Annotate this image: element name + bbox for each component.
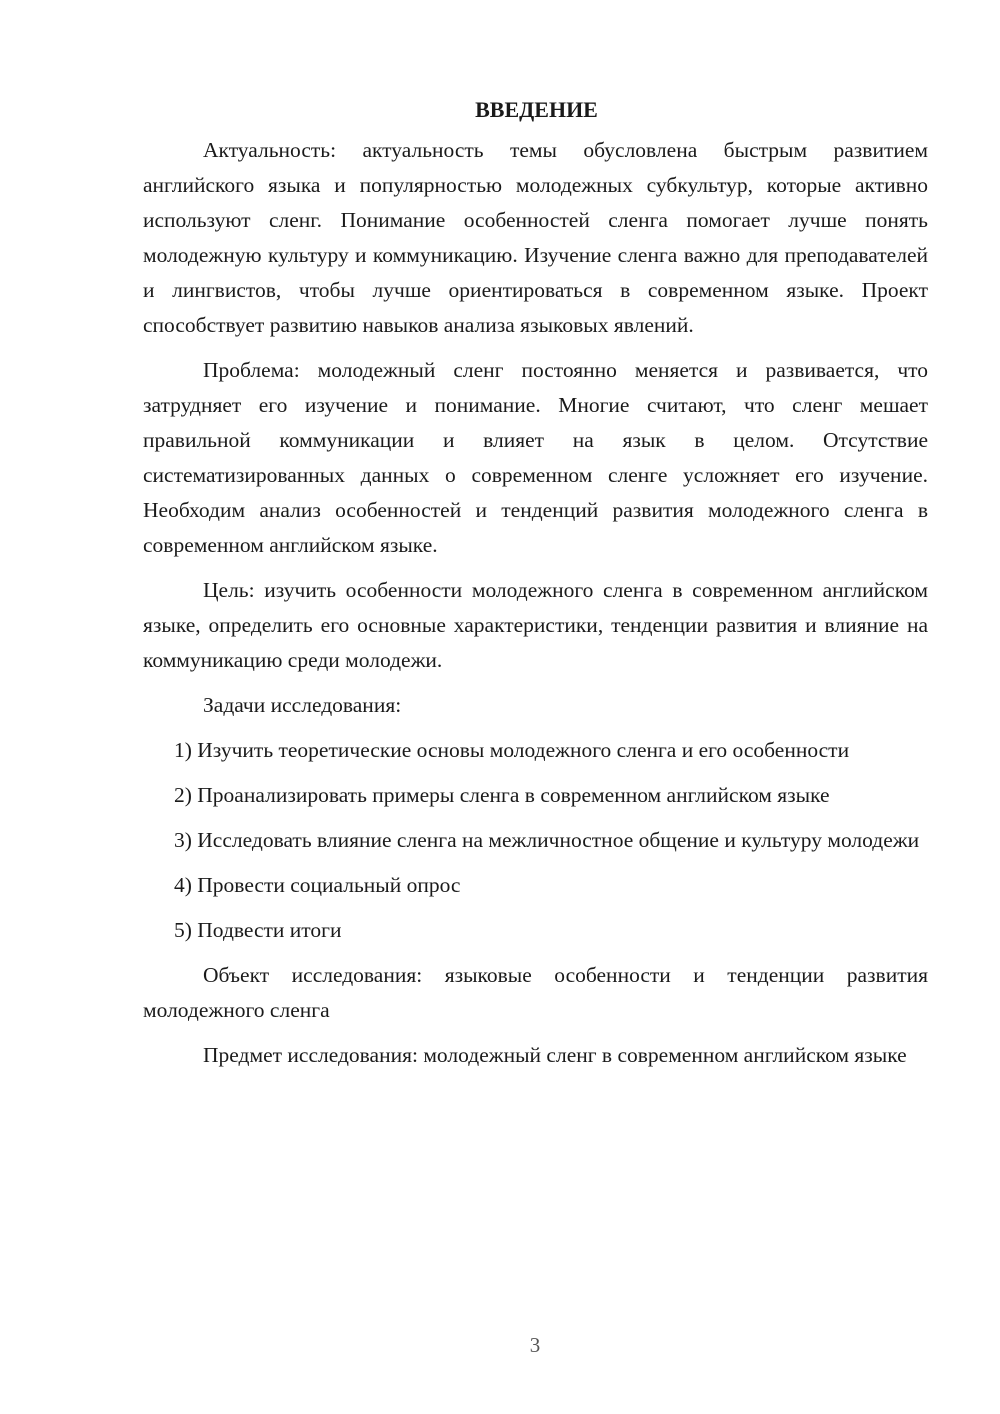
paragraph-goal: Цель: изучить особенности молодежного сленга в современном английском языке, определить его основные характеристики, тенденции развития и влияние на коммуникацию среди молодежи. [143, 578, 928, 672]
tasks-heading: Задачи исследования: [203, 693, 402, 717]
task-item-2: 2) Проанализировать примеры сленга в современном английском языке [174, 783, 830, 807]
task-item-5: 5) Подвести итоги [174, 918, 342, 942]
paragraph-relevance: Актуальность: актуальность темы обусловлена быстрым развитием английского языка и популярностью молодежных субкультур, которые активно используют сленг. Понимание особенностей сленга помогает лучше понять молодежную культуру и коммуникацию. Изучение сленга важно для преподавателей и лингвистов, чтобы лучше ориентироваться в современном языке. Проект способствует развитию навыков анализа языковых явлений. [143, 138, 928, 337]
document-page [143, 92, 928, 1083]
page-title: ВВЕДЕНИЕ [475, 97, 598, 122]
task-item-1: 1) Изучить теоретические основы молодежного сленга и его особенности [174, 738, 850, 762]
page-number: 3 [529, 1333, 541, 1357]
paragraph-problem: Проблема: молодежный сленг постоянно меняется и развивается, что затрудняет его изучение и понимание. Многие считают, что сленг мешает правильной коммуникации и влияет на язык в целом. Отсутствие систематизированных данных о современном сленге усложняет его изучение. Необходим анализ особенностей и тенденций развития молодежного сленга в современном английском языке. [143, 358, 928, 557]
paragraph-subject: Предмет исследования: молодежный сленг в современном английском языке [203, 1043, 907, 1067]
task-item-4: 4) Провести социальный опрос [174, 873, 461, 897]
task-item-3: 3) Исследовать влияние сленга на межличностное общение и культуру молодежи [174, 828, 920, 852]
paragraph-object: Объект исследования: языковые особенности и тенденции развития молодежного сленга [143, 963, 928, 1022]
